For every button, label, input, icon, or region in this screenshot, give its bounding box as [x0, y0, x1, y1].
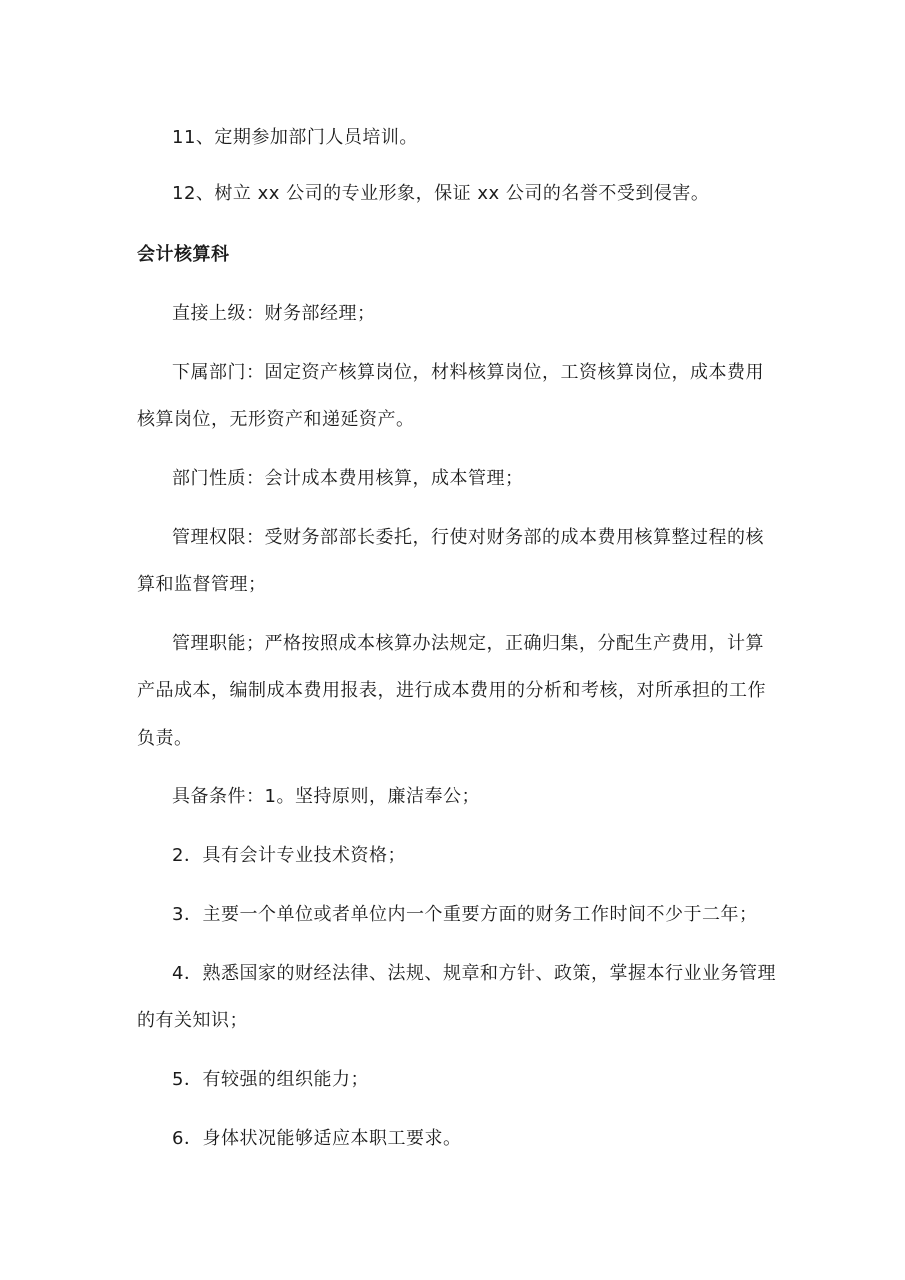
subordinate-line-1: 下属部门：固定资产核算岗位，材料核算岗位，工资核算岗位，成本费用 [172, 362, 764, 383]
requirement-4-line-2: 的有关知识； [137, 1010, 248, 1031]
requirement-5: 5．有较强的组织能力； [172, 1069, 369, 1090]
subordinate-line-2: 核算岗位，无形资产和递延资产。 [137, 409, 415, 430]
requirement-4-line-1: 4．熟悉国家的财经法律、法规、规章和方针、政策，掌握本行业业务管理 [172, 963, 776, 984]
section-title: 会计核算科 [137, 244, 230, 265]
item-12: 12、树立 xx 公司的专业形象，保证 xx 公司的名誉不受到侵害。 [172, 183, 710, 204]
authority-line-2: 算和监督管理； [137, 574, 267, 595]
requirement-1: 具备条件：1。坚持原则，廉洁奉公； [172, 786, 480, 807]
function-line-2: 产品成本，编制成本费用报表，进行成本费用的分析和考核，对所承担的工作 [137, 680, 766, 701]
authority-line-1: 管理权限：受财务部部长委托，行使对财务部的成本费用核算整过程的核 [172, 527, 764, 548]
function-line-1: 管理职能；严格按照成本核算办法规定，正确归集，分配生产费用，计算 [172, 633, 764, 654]
nature-line: 部门性质：会计成本费用核算，成本管理； [172, 468, 524, 489]
requirement-6: 6．身体状况能够适应本职工要求。 [172, 1128, 462, 1149]
function-line-3: 负责。 [137, 728, 193, 749]
requirement-3: 3．主要一个单位或者单位内一个重要方面的财务工作时间不少于二年； [172, 904, 758, 925]
requirement-2: 2．具有会计专业技术资格； [172, 845, 406, 866]
item-11: 11、定期参加部门人员培训。 [172, 127, 418, 148]
supervisor-line: 直接上级：财务部经理； [172, 303, 376, 324]
